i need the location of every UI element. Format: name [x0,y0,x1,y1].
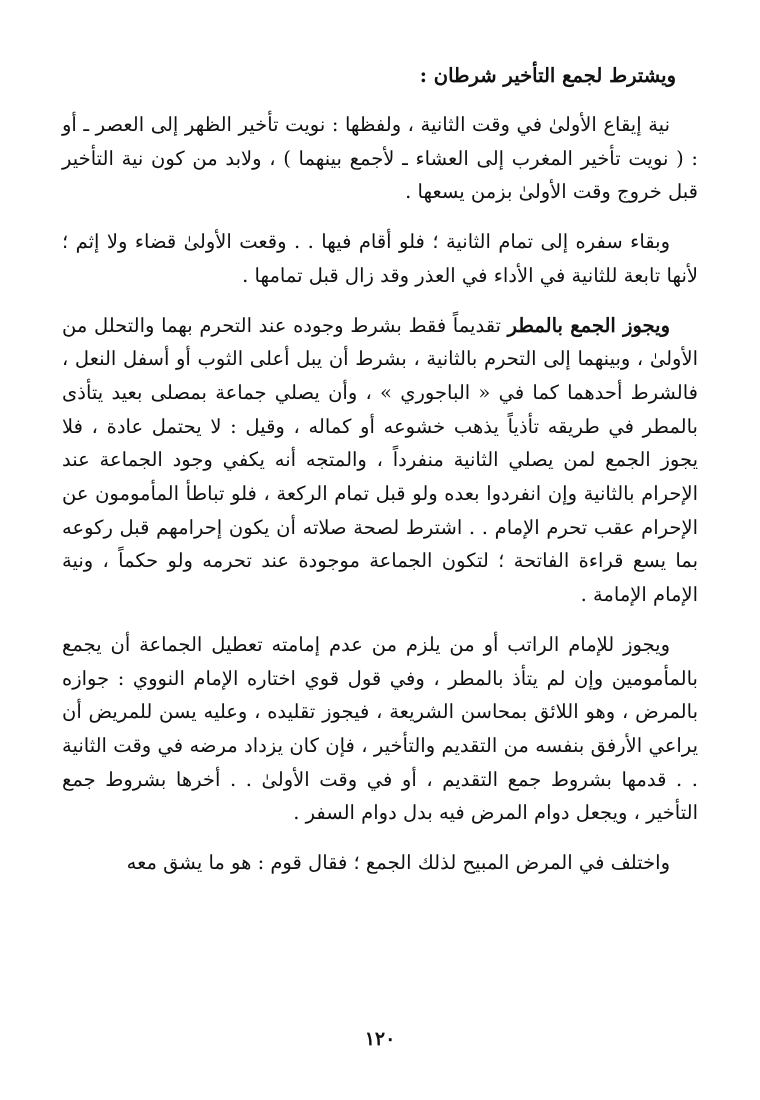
paragraph-3 [62,309,698,612]
paragraph-4 [62,628,698,830]
paragraph-3-lead: ويجوز الجمع بالمطر [507,313,670,337]
paragraph-4-text: ويجوز للإمام الراتب أو من يلزم من عدم إمامته تعطيل الجماعة أن يجمع بالمأمومين وإن لم يتأذ بالمطر ، وفي قول قوي اختاره الإمام النووي : جوازه بالمرض ، وهو اللائق بمحاسن الشريعة ، فيجوز تقليده ، وعليه يسن للمريض أن يراعي الأرفق بنفسه من التقديم والتأخير ، فإن كان يزداد مرضه في وقت الثانية . . قدمها بشروط جمع التقديم ، أو في وقت الأولىٰ . . أخرها بشروط جمع التأخير ، ويجعل دوام المرض فيه بدل دوام السفر . [62,632,698,825]
paragraph-1-text: نية إيقاع الأولىٰ في وقت الثانية ، ولفظها : نويت تأخير الظهر إلى العصر ـ أو : ( نويت تأخير المغرب إلى العشاء ـ لأجمع بينهما ) ، ولابد من كون نية التأخير قبل خروج وقت الأولىٰ بزمن يسعها . [62,113,698,204]
paragraph-5 [62,846,698,880]
paragraph-5-text: واختلف في المرض المبيح لذلك الجمع ؛ فقال قوم : هو ما يشق معه [126,851,670,875]
page-body [62,58,698,896]
paragraph-2-text: وبقاء سفره إلى تمام الثانية ؛ فلو أقام فيها . . وقعت الأولىٰ قضاء ولا إثم ؛ لأنها تابعة للثانية في الأداء في العذر وقد زال قبل تمامها . [62,230,698,287]
paragraph-3-text: تقديماً فقط بشرط وجوده عند التحرم بهما والتحلل من الأولىٰ ، وبينهما إلى التحرم بالثانية ، بشرط أن يبل أعلى الثوب أو أسفل النعل ، فالشرط أحدهما كما في « الباجوري » ، وأن يصلي جماعة بمصلى بعيد يتأذى بالمطر في طريقه تأذياً يذهب خشوعه أو كماله ، وقيل : لا يحتمل عادة ، فلا يجوز الجمع لمن يصلي الثانية منفرداً ، والمتجه أنه يكفي وجود الجماعة عند الإحرام بالثانية وإن انفردوا بعده ولو قبل تمام الركعة ، فلو تباطأ المأمومون عن الإحرام عقب تحرم الإمام . . اشترط لصحة صلاته أن يكون إحرامهم قبل ركوعه بما يسع قراءة الفاتحة ؛ لتكون الجماعة موجودة عند تحرمه ولو حكماً ، ونية الإمام الإمامة . [62,313,698,607]
page-number: ١٢٠ [364,1028,396,1050]
section-heading: ويشترط لجمع التأخير شرطان : [419,64,676,87]
paragraph-1 [62,108,698,209]
paragraph-2 [62,225,698,292]
